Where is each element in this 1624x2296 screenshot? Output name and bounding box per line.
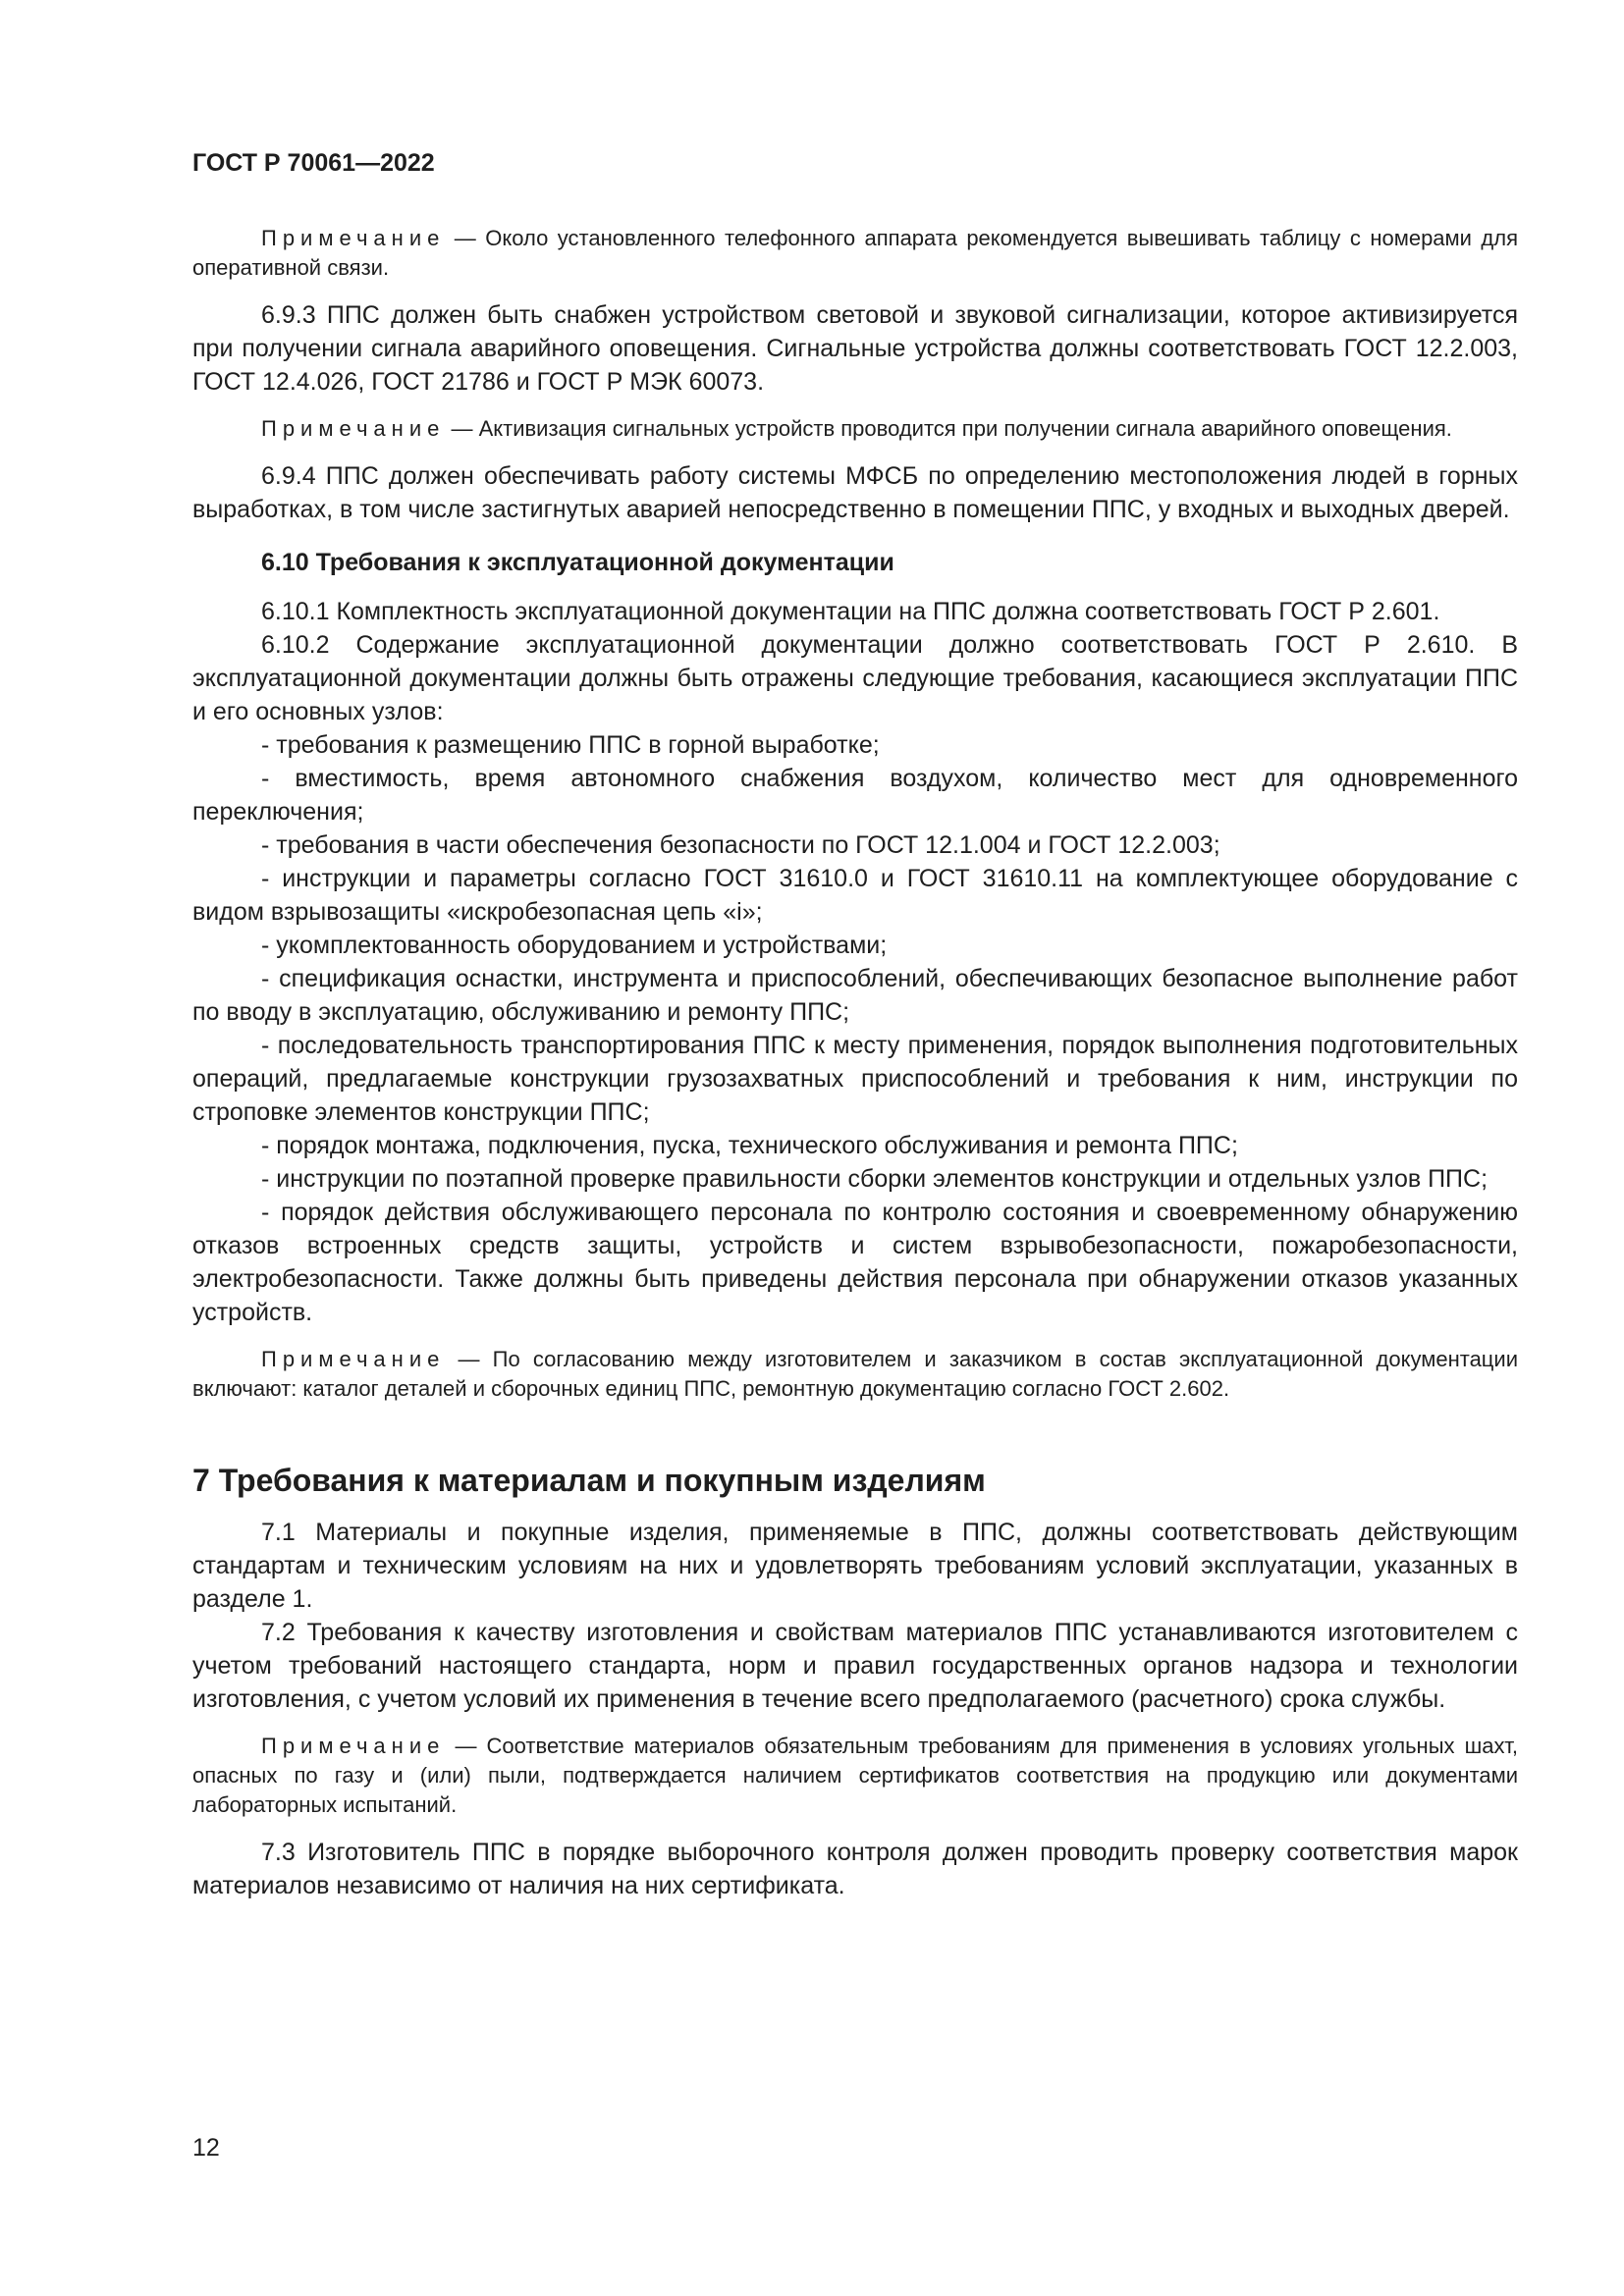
paragraph-6-9-4: 6.9.4 ППС должен обеспечивать работу системы МФСБ по определению местоположения людей в горных выработках, в том числе застигнутых аварией непосредственно в помещении ППС, у входных и выходных дверей.: [192, 462, 1518, 523]
section-heading-7: 7 Требования к материалам и покупным изделиям: [192, 1463, 986, 1498]
list-item: - укомплектованность оборудованием и устройствами;: [261, 932, 888, 959]
document-body: [192, 224, 1518, 1902]
list-item: - требования к размещению ППС в горной выработке;: [261, 731, 880, 759]
list-item: - последовательность транспортирования ППС к месту применения, порядок выполнения подготовительных операций, предлагаемые конструкции грузозахватных приспособлений и требования к ним, инструкции по строповке элементов конструкции ППС;: [192, 1032, 1518, 1126]
paragraph-6-10-2: 6.10.2 Содержание эксплуатационной документации должно соответствовать ГОСТ Р 2.610. В эксплуатационной документации должны быть отражены следующие требования, касающиеся эксплуатации ППС и его основных узлов:: [192, 631, 1518, 725]
subsection-heading-6-10: 6.10 Требования к эксплуатационной документации: [261, 549, 894, 576]
note-label: Примечание: [261, 1347, 446, 1371]
note-label: Примечание: [261, 1734, 446, 1758]
note-text: По согласованию между изготовителем и заказчиком в состав эксплуатационной документации включают: каталог деталей и сборочных единиц ППС, ремонтную документацию согласно ГОСТ 2.602.: [192, 1347, 1518, 1401]
paragraph-7-1: 7.1 Материалы и покупные изделия, применяемые в ППС, должны соответствовать действующим стандартам и техническим условиям на них и удовлетворять требованиям условий эксплуатации, указанных в разделе 1.: [192, 1519, 1518, 1613]
list-item: - порядок монтажа, подключения, пуска, технического обслуживания и ремонта ППС;: [261, 1132, 1238, 1159]
page-number: 12: [192, 2134, 220, 2162]
document-header: ГОСТ Р 70061—2022: [192, 149, 435, 177]
paragraph-7-3: 7.3 Изготовитель ППС в порядке выборочного контроля должен проводить проверку соответствия марок материалов независимо от наличия на них сертификата.: [192, 1839, 1518, 1899]
list-item: - порядок действия обслуживающего персонала по контролю состояния и своевременному обнаружению отказов встроенных средств защиты, устройств и систем взрывобезопасности, пожаробезопасности, электробезопасности. Также должны быть приведены действия персонала при обнаружении отказов указанных устройств.: [192, 1199, 1518, 1326]
list-item: - инструкции и параметры согласно ГОСТ 31610.0 и ГОСТ 31610.11 на комплектующее оборудование с видом взрывозащиты «искробезопасная цепь «i»;: [192, 865, 1518, 926]
list-item: - инструкции по поэтапной проверке правильности сборки элементов конструкции и отдельных узлов ППС;: [261, 1165, 1489, 1193]
note-text: Около установленного телефонного аппарата рекомендуется вывешивать таблицу с номерами для оперативной связи.: [192, 226, 1518, 280]
paragraph-6-9-3: 6.9.3 ППС должен быть снабжен устройством световой и звуковой сигнализации, которое активизируется при получении сигнала аварийного оповещения. Сигнальные устройства должны соответствовать ГОСТ 12.2.003, ГОСТ 12.4.026, ГОСТ 21786 и ГОСТ Р МЭК 60073.: [192, 301, 1518, 396]
list-item: - требования в части обеспечения безопасности по ГОСТ 12.1.004 и ГОСТ 12.2.003;: [261, 831, 1220, 859]
list-item: - вместимость, время автономного снабжения воздухом, количество мест для одновременного переключения;: [192, 765, 1518, 826]
note-label: Примечание: [261, 416, 446, 441]
note-text: Активизация сигнальных устройств проводится при получении сигнала аварийного оповещения.: [478, 416, 1452, 441]
note-materials-certificates: Примечание — Соответствие материалов обязательным требованиям для применения в условиях угольных шахт, опасных по газу и (или) пыли, подтверждается наличием сертификатов соответствия на продукцию или документами лабораторных испытаний.: [192, 1734, 1518, 1817]
note-label: Примечание: [261, 226, 446, 250]
paragraph-6-10-1: 6.10.1 Комплектность эксплуатационной документации на ППС должна соответствовать ГОСТ Р 2.601.: [261, 598, 1440, 625]
paragraph-7-2: 7.2 Требования к качеству изготовления и свойствам материалов ППС устанавливаются изготовителем с учетом требований настоящего стандарта, норм и правил государственных органов надзора и технологии изготовления, с учетом условий их применения в течение всего предполагаемого (расчетного) срока службы.: [192, 1619, 1518, 1713]
list-item: - спецификация оснастки, инструмента и приспособлений, обеспечивающих безопасное выполнение работ по вводу в эксплуатацию, обслуживанию и ремонту ППС;: [192, 965, 1518, 1026]
note-text: Соответствие материалов обязательным требованиям для применения в условиях угольных шахт, опасных по газу и (или) пыли, подтверждается наличием сертификатов соответствия на продукцию или документами лабораторных испытаний.: [192, 1734, 1518, 1817]
note-signal-activation: Примечание — Активизация сигнальных устройств проводится при получении сигнала аварийного оповещения.: [261, 416, 1452, 441]
note-documentation: Примечание — По согласованию между изготовителем и заказчиком в состав эксплуатационной документации включают: каталог деталей и сборочных единиц ППС, ремонтную документацию согласно ГОСТ 2.602.: [192, 1347, 1518, 1401]
note-telephone: Примечание — Около установленного телефонного аппарата рекомендуется вывешивать таблицу с номерами для оперативной связи.: [192, 226, 1518, 280]
